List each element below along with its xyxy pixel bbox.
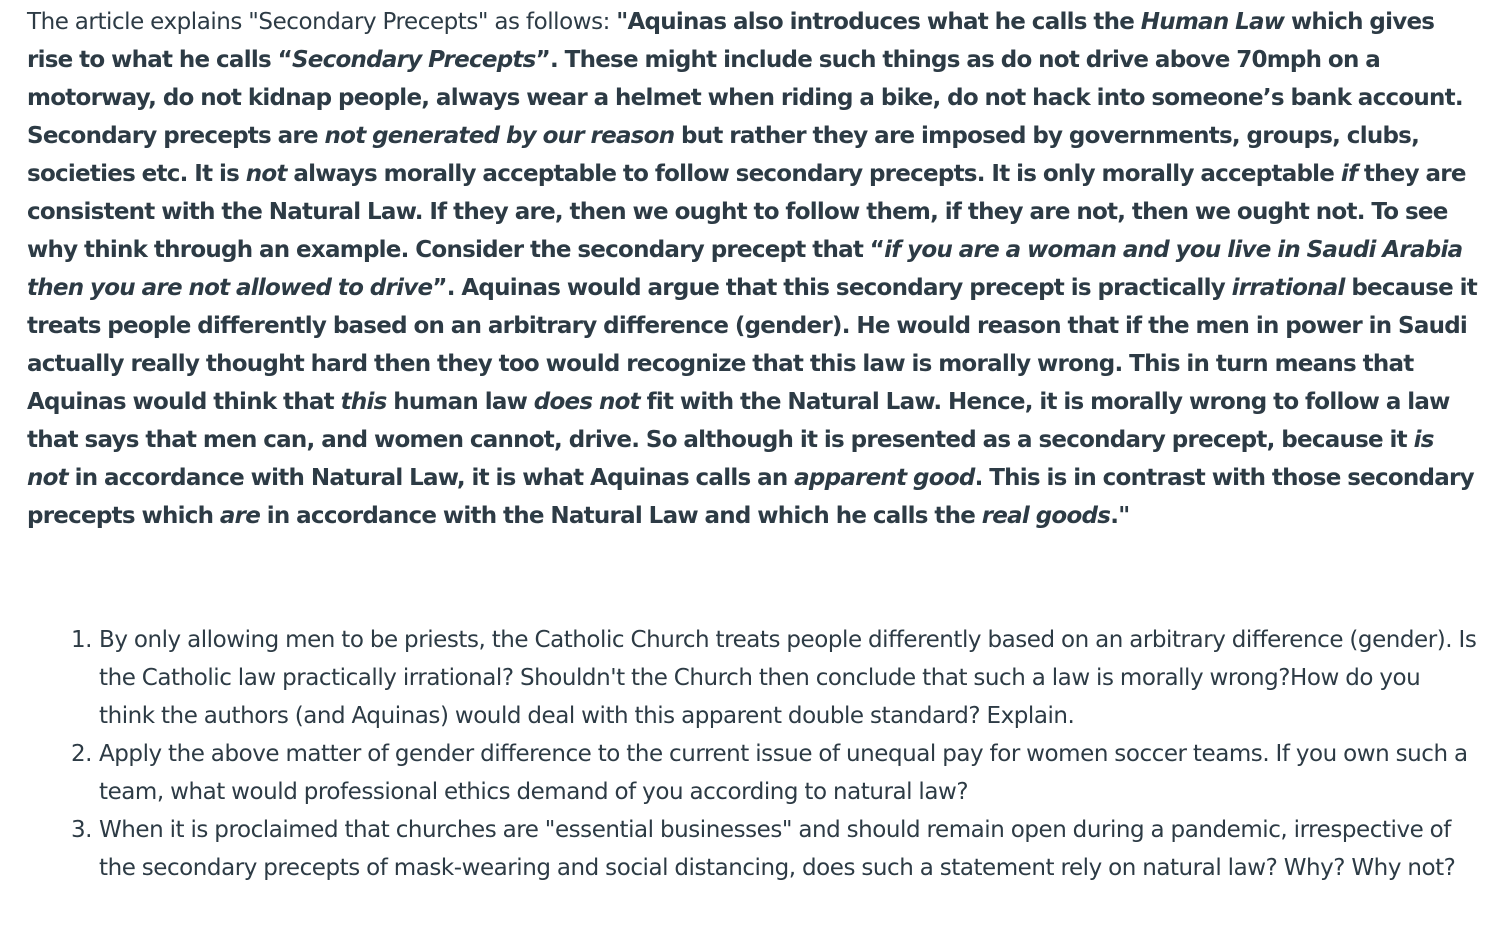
- quote-emphasis: is not: [27, 427, 1434, 491]
- quote-emphasis: not generated by our reason: [324, 123, 675, 149]
- quote-segment: because it treats people differently based on an arbitrary difference (gender). He would reason that if the men in power in Saudi actually really thought hard then they too would recognize that this law is morally wrong. This in turn means that Aquinas would think that: [27, 275, 1477, 415]
- quote-emphasis: not: [245, 161, 287, 187]
- quote-emphasis: Secondary Precepts: [291, 47, 536, 73]
- quote-emphasis: irrational: [1231, 275, 1345, 301]
- intro-lead-text: The article explains "Secondary Precepts" as follows:: [27, 9, 617, 35]
- quote-emphasis: are: [219, 503, 261, 529]
- intro-paragraph: [27, 3, 1480, 535]
- list-item-text: By only allowing men to be priests, the Catholic Church treats people differently based on an arbitrary difference (gender). Is the Catholic law practically irrational? Shouldn't the Church then conclude that such a law is morally wrong?How do you think the authors (and Aquinas) would deal with this apparent double standard? Explain.: [99, 627, 1477, 729]
- quote-segment: human law: [386, 389, 534, 415]
- list-item-number: 3.: [71, 817, 93, 843]
- quote-segment: .": [1110, 503, 1130, 529]
- quote-segment: which gives rise to what he calls “: [27, 9, 1435, 73]
- quote-segment: always morally acceptable to follow secondary precepts. It is only morally acceptable: [286, 161, 1341, 187]
- list-item: [71, 621, 1480, 735]
- list-item-number: 1.: [71, 627, 93, 653]
- quote-emphasis: apparent good: [794, 465, 975, 491]
- quote-segment: fit with the Natural Law. Hence, it is morally wrong to follow a law that says that men can, and women cannot, drive. So although it is presented as a secondary precept, because it: [27, 389, 1450, 453]
- quote-segment: in accordance with the Natural Law and which he calls the: [260, 503, 982, 529]
- quote-emphasis: if you are a woman and you live in Saudi Arabia then you are not allowed to drive: [27, 237, 1463, 301]
- quote-emphasis: this: [340, 389, 387, 415]
- quote-emphasis: Human Law: [1140, 9, 1285, 35]
- list-item: [71, 735, 1480, 811]
- quote-emphasis: does not: [533, 389, 640, 415]
- article-quote: [27, 9, 1477, 529]
- list-item-number: 2.: [71, 741, 93, 767]
- quote-emphasis: if: [1340, 161, 1358, 187]
- list-item: [71, 811, 1480, 887]
- quote-segment: but rather they are imposed by governments, groups, clubs, societies etc. It is: [27, 123, 1420, 187]
- quote-emphasis: real goods: [981, 503, 1111, 529]
- list-item-text: Apply the above matter of gender difference to the current issue of unequal pay for women soccer teams. If you own such a team, what would professional ethics demand of you according to natural law?: [99, 741, 1468, 805]
- quote-segment: . This is in contrast with those secondary precepts which: [27, 465, 1474, 529]
- quote-segment: in accordance with Natural Law, it is what Aquinas calls an: [67, 465, 795, 491]
- quote-segment: ”. These might include such things as do not drive above 70mph on a motorway, do not kidnap people, always wear a helmet when riding a bike, do not hack into someone’s bank account. Secondary precepts are: [27, 47, 1463, 149]
- list-item-text: When it is proclaimed that churches are "essential businesses" and should remain open during a pandemic, irrespective of the secondary precepts of mask-wearing and social distancing, does such a statement rely on natural law? Why? Why not?: [99, 817, 1456, 881]
- quote-segment: they are consistent with the Natural Law. If they are, then we ought to follow them, if they are not, then we ought not. To see why think through an example. Consider the secondary precept that “: [27, 161, 1466, 263]
- quote-segment: ”. Aquinas would argue that this secondary precept is practically: [432, 275, 1232, 301]
- quote-segment: "Aquinas also introduces what he calls the: [616, 9, 1141, 35]
- discussion-questions-list: [27, 621, 1480, 887]
